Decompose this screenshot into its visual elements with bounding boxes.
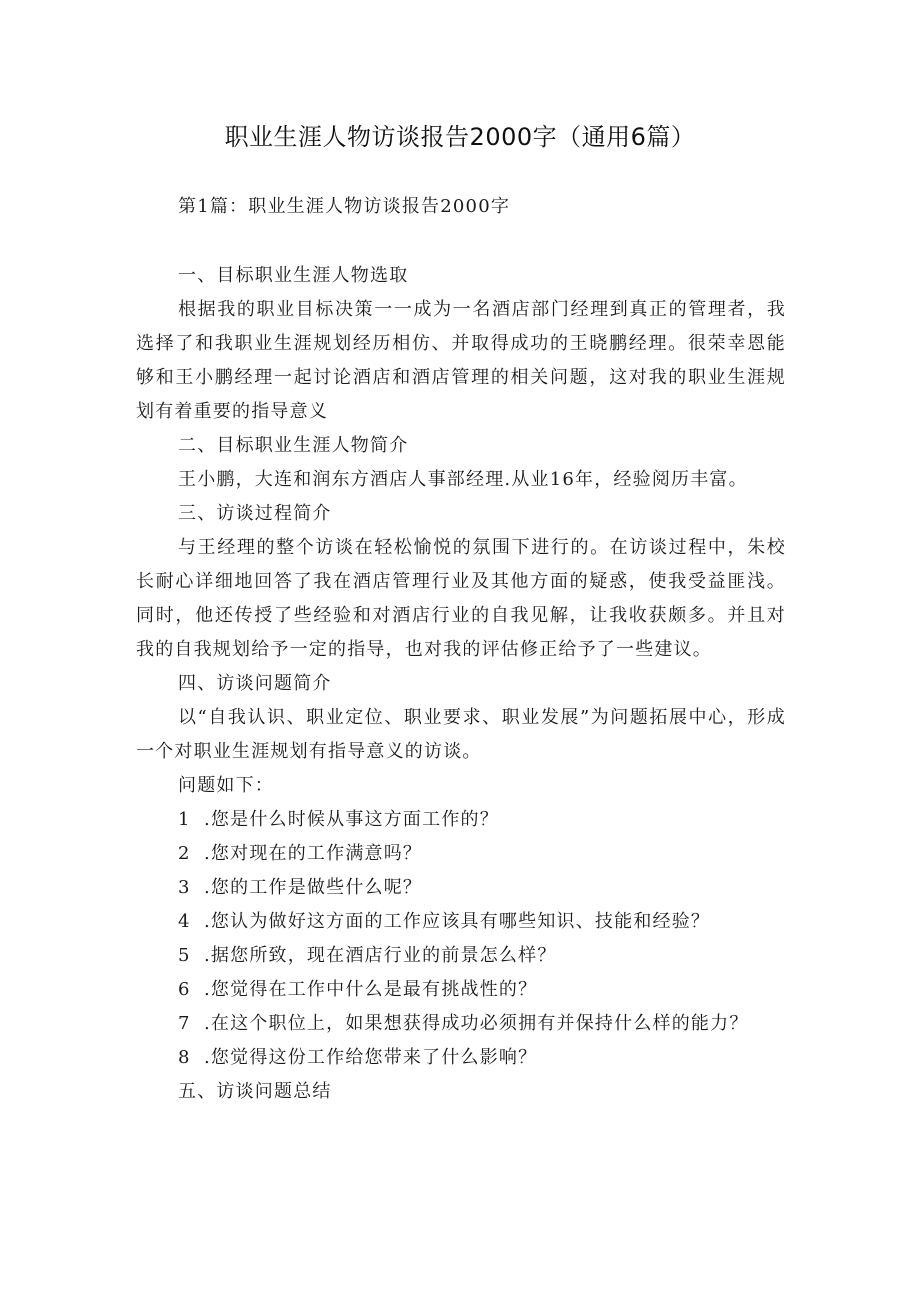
question-number: 2 [178,843,191,864]
question-number: 6 [178,979,191,1000]
list-item [136,1041,786,1075]
list-item [136,1007,786,1041]
question-text: .您认为做好这方面的工作应该具有哪些知识、技能和经验？ [204,911,711,932]
question-text: .您觉得在工作中什么是最有挑战性的？ [204,979,538,1000]
section-heading-1: 一、目标职业生涯人物选取 [178,265,409,286]
question-text: .您觉得这份工作给您带来了什么影响？ [204,1047,538,1068]
section-paragraph-3: 与王经理的整个访谈在轻松愉悦的氛围下进行的。在访谈过程中，朱校长耐心详细地回答了我在酒店管理行业及其他方面的疑惑，使我受益匪浅。同时，他还传授了些经验和对酒店行业的自我见解，让我收获颇多。并且对我的自我规划给予一定的指导，也对我的评估修正给予了一些建议。 [136,537,786,660]
question-text: .您是什么时候从事这方面工作的？ [204,809,499,830]
question-text: .您对现在的工作满意吗？ [204,843,423,864]
question-number: 7 [178,1013,191,1034]
section-paragraph-2: 王小鹏，大连和润东方酒店人事部经理.从业16年，经验阅历丰富。 [178,469,748,490]
section-heading-5: 五、访谈问题总结 [178,1081,332,1102]
section-heading-3: 三、访谈过程简介 [178,503,332,524]
question-number: 5 [178,945,191,966]
section-heading-4: 四、访谈问题简介 [178,673,332,694]
question-number: 3 [178,877,191,898]
list-item [136,803,786,837]
question-text: .据您所致，现在酒店行业的前景怎么样？ [204,945,557,966]
list-item [136,939,786,973]
section-paragraph-4: 以“自我认识、职业定位、职业要求、职业发展”为问题拓展中心，形成一个对职业生涯规划有指导意义的访谈。 [136,707,786,762]
list-item [136,871,786,905]
question-number: 4 [178,911,191,932]
section-heading-2: 二、目标职业生涯人物简介 [178,435,409,456]
question-text: .您的工作是做些什么呢？ [204,877,423,898]
page-title: 职业生涯人物访谈报告2000字（通用6篇） [224,123,696,151]
question-number: 1 [178,809,191,830]
section-paragraph-1: 根据我的职业目标决策一一成为一名酒店部门经理到真正的管理者，我选择了和我职业生涯规划经历相仿、并取得成功的王晓鹏经理。很荣幸恩能够和王小鹏经理一起讨论酒店和酒店管理的相关问题，这对我的职业生涯规划有着重要的指导意义 [136,299,786,422]
question-text: .在这个职位上，如果想获得成功必须拥有并保持什么样的能力？ [204,1013,749,1034]
question-list [136,803,786,1075]
document-body [136,259,786,1109]
question-number: 8 [178,1047,191,1068]
list-item [136,973,786,1007]
list-item [136,905,786,939]
questions-intro: 问题如下： [178,775,274,796]
list-item [136,837,786,871]
article-heading: 第1篇：职业生涯人物访谈报告2000字 [178,196,511,217]
